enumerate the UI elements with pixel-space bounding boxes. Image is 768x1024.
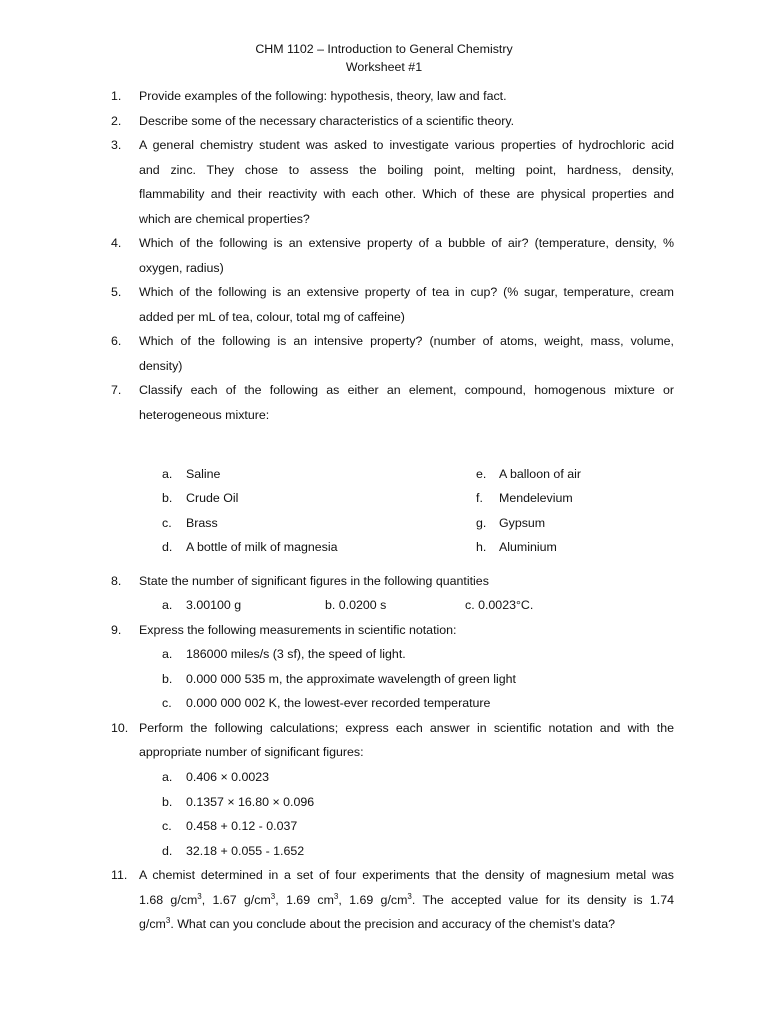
option-label: a.	[162, 467, 173, 481]
option-text: Gypsum	[499, 516, 546, 530]
option-text: 0.406 × 0.0023	[186, 770, 270, 784]
option-label: a.	[162, 770, 173, 784]
option-text: Crude Oil	[186, 491, 239, 505]
option-text: Brass	[186, 516, 218, 530]
question-10-line: Perform the following calculations; express each answer in scientific notation and with the	[139, 721, 674, 735]
question-number: 4.	[111, 236, 122, 250]
question-7-line: Classify each of the following as either an element, compound, homogenous mixture or	[139, 383, 674, 397]
question-number: 7.	[111, 383, 122, 397]
question-number: 8.	[111, 574, 122, 588]
question-number: 9.	[111, 623, 122, 637]
question-number: 10.	[111, 721, 129, 735]
question-7-line: heterogeneous mixture:	[139, 408, 270, 422]
question-1-text: Provide examples of the following: hypothesis, theory, law and fact.	[139, 89, 507, 103]
option-text: 0.1357 × 16.80 × 0.096	[186, 795, 315, 809]
option-text: Aluminium	[499, 540, 557, 554]
option-text: 0.000 000 002 K, the lowest-ever recorded temperature	[186, 696, 491, 710]
option-label: d.	[162, 540, 173, 554]
question-number: 11.	[111, 868, 128, 882]
question-number: 6.	[111, 334, 122, 348]
option-label: c.	[162, 696, 172, 710]
course-title: CHM 1102 – Introduction to General Chemistry	[255, 42, 513, 56]
question-6-line: Which of the following is an intensive property? (number of atoms, weight, mass, volume,	[139, 334, 674, 348]
option-label: g.	[476, 516, 487, 530]
option-text: b. 0.0200 s	[325, 598, 387, 612]
question-4-line: oxygen, radius)	[139, 261, 224, 275]
option-text: A bottle of milk of magnesia	[186, 540, 338, 554]
option-text: 0.458 + 0.12 - 0.037	[186, 819, 298, 833]
question-6-line: density)	[139, 359, 183, 373]
option-text: Mendelevium	[499, 491, 573, 505]
option-text: 186000 miles/s (3 sf), the speed of light.	[186, 647, 406, 661]
option-label: h.	[476, 540, 487, 554]
question-number: 2.	[111, 114, 122, 128]
question-3-line: which are chemical properties?	[139, 212, 310, 226]
option-text: A balloon of air	[499, 467, 581, 481]
question-8-text: State the number of significant figures in the following quantities	[139, 574, 489, 588]
question-3-line: and zinc. They chose to assess the boiling point, melting point, hardness, density,	[139, 163, 674, 177]
question-3-line: flammability and their reactivity with each other. Which of these are physical properties and	[139, 187, 674, 201]
option-label: b.	[162, 672, 173, 686]
option-text: c. 0.0023°C.	[465, 598, 534, 612]
question-11-line: A chemist determined in a set of four experiments that the density of magnesium metal was	[139, 868, 674, 882]
option-label: c.	[162, 516, 172, 530]
question-5-line: added per mL of tea, colour, total mg of caffeine)	[139, 310, 405, 324]
question-number: 1.	[111, 89, 122, 103]
option-label: d.	[162, 844, 173, 858]
question-number: 5.	[111, 285, 122, 299]
question-3-line: A general chemistry student was asked to investigate various properties of hydrochloric acid	[139, 138, 674, 152]
question-2-text: Describe some of the necessary characteristics of a scientific theory.	[139, 114, 515, 128]
question-number: 3.	[111, 138, 122, 152]
option-label: a.	[162, 598, 173, 612]
option-text: 32.18 + 0.055 - 1.652	[186, 844, 305, 858]
question-11-line: 1.68 $g/cm^3$, 1.67 $g/cm^3$, 1.69 $cm^3$, 1.69 $g/cm^3$. The accepted value for its density is 1.74	[139, 891, 674, 907]
option-label: e.	[476, 467, 487, 481]
option-text: 0.000 000 535 m, the approximate wavelength of green light	[186, 672, 516, 686]
option-text: Saline	[186, 467, 221, 481]
question-4-line: Which of the following is an extensive property of a bubble of air? (temperature, density, %	[139, 236, 674, 250]
question-11-line: $g/cm^3$. What can you conclude about the precision and accuracy of the chemist’s data?	[139, 915, 616, 931]
option-label: f.	[476, 491, 483, 505]
option-label: c.	[162, 819, 172, 833]
question-9-text: Express the following measurements in scientific notation:	[139, 623, 457, 637]
option-label: b.	[162, 491, 173, 505]
option-label: b.	[162, 795, 173, 809]
question-10-line: appropriate number of significant figures:	[139, 745, 364, 759]
question-5-line: Which of the following is an extensive property of tea in cup? (% sugar, temperature, cream	[139, 285, 674, 299]
option-text: 3.00100 g	[186, 598, 242, 612]
option-label: a.	[162, 647, 173, 661]
worksheet-title: Worksheet #1	[345, 60, 423, 74]
